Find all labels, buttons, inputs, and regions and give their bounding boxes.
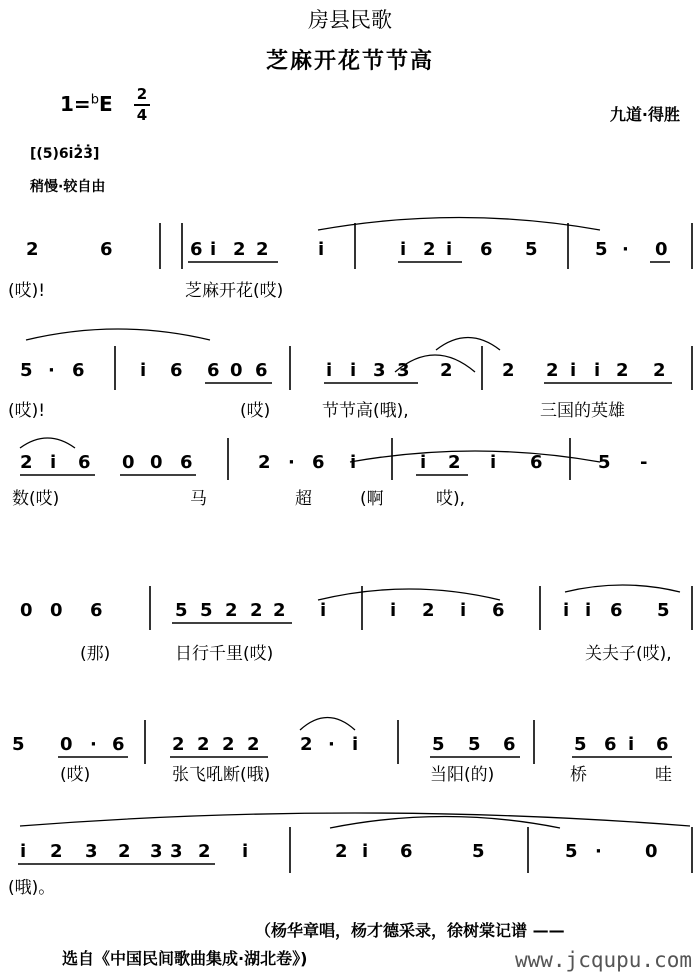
note-s1-15: 0 xyxy=(655,239,668,260)
key-note: E xyxy=(98,92,113,116)
note-s3-1: 2 xyxy=(20,452,33,473)
author-credit: 九道·得胜 xyxy=(609,105,680,124)
note-s3-12: 2 xyxy=(448,452,461,473)
source-citation: 选自《中国民间歌曲集成·湖北卷》) xyxy=(62,949,308,968)
note-s5-10: · xyxy=(328,734,335,755)
note-s4-2: 0 xyxy=(50,600,63,621)
key-flat: b xyxy=(90,92,99,108)
note-s1-2: 6 xyxy=(100,239,113,260)
note-s5-18: 6 xyxy=(656,734,669,755)
note-s1-11: 6 xyxy=(480,239,493,260)
note-s6-15: 0 xyxy=(645,841,658,862)
note-s1-9: 2 xyxy=(423,239,436,260)
note-s2-12: 3 xyxy=(397,360,410,381)
note-s4-10: i xyxy=(390,600,397,621)
note-s3-2: i xyxy=(50,452,57,473)
note-s4-17: 5 xyxy=(657,600,670,621)
note-s2-2: · xyxy=(48,360,55,381)
slur-11 xyxy=(330,817,560,829)
note-s3-13: i xyxy=(490,452,497,473)
note-s4-13: 6 xyxy=(492,600,505,621)
note-s5-1: 5 xyxy=(12,734,25,755)
note-s4-6: 2 xyxy=(225,600,238,621)
note-s2-7: 0 xyxy=(230,360,243,381)
lyric-s4-3: 关夫子(哎), xyxy=(585,644,672,664)
lyric-s5-4: 桥 xyxy=(570,765,587,785)
note-s2-8: 6 xyxy=(255,360,268,381)
lyric-s2-1: (哎)! xyxy=(8,401,46,421)
note-s2-15: 2 xyxy=(546,360,559,381)
note-s3-5: 0 xyxy=(150,452,163,473)
note-s3-11: i xyxy=(420,452,427,473)
note-s2-3: 6 xyxy=(72,360,85,381)
note-s3-16: - xyxy=(640,452,648,473)
note-s3-6: 6 xyxy=(180,452,193,473)
lyric-s4-1: (那) xyxy=(80,644,111,664)
tempo-marking: 稍慢·较自由 xyxy=(30,179,106,195)
note-s2-5: 6 xyxy=(170,360,183,381)
note-s4-7: 2 xyxy=(250,600,263,621)
note-s4-16: 6 xyxy=(610,600,623,621)
note-s6-1: i xyxy=(20,841,27,862)
note-s3-7: 2 xyxy=(258,452,271,473)
note-s1-8: i xyxy=(400,239,407,260)
note-s1-6: 2 xyxy=(256,239,269,260)
note-s2-1: 5 xyxy=(20,360,33,381)
note-s5-3: · xyxy=(90,734,97,755)
note-s4-8: 2 xyxy=(273,600,286,621)
note-s6-10: i xyxy=(362,841,369,862)
slur-7 xyxy=(318,589,500,600)
note-s4-3: 6 xyxy=(90,600,103,621)
note-s3-8: · xyxy=(288,452,295,473)
lyric-s5-3: 当阳(的) xyxy=(430,765,495,785)
note-s2-19: 2 xyxy=(653,360,666,381)
lyric-s3-1: 数(哎) xyxy=(12,489,60,509)
intro-phrase: [(5)6i2̇3̇] xyxy=(30,146,100,162)
note-s3-14: 6 xyxy=(530,452,543,473)
note-s5-4: 6 xyxy=(112,734,125,755)
lyric-s4-2: 日行千里(哎) xyxy=(175,644,274,664)
note-s6-11: 6 xyxy=(400,841,413,862)
note-s4-1: 0 xyxy=(20,600,33,621)
slur-6 xyxy=(350,451,600,462)
lyric-s2-3: 节节高(哦), xyxy=(322,401,409,421)
note-s4-11: 2 xyxy=(422,600,435,621)
note-s5-13: 5 xyxy=(468,734,481,755)
note-s4-12: i xyxy=(460,600,467,621)
time-top: 2 xyxy=(136,85,148,103)
note-s5-6: 2 xyxy=(197,734,210,755)
note-s1-1: 2 xyxy=(26,239,39,260)
note-s2-18: 2 xyxy=(616,360,629,381)
lyric-s3-3: 超 xyxy=(295,489,312,509)
slur-8 xyxy=(565,585,680,592)
note-s5-12: 5 xyxy=(432,734,445,755)
slur-2 xyxy=(26,329,210,340)
note-s6-6: 3 xyxy=(170,841,183,862)
note-s5-16: 6 xyxy=(604,734,617,755)
note-s1-13: 5 xyxy=(595,239,608,260)
note-s4-9: i xyxy=(320,600,327,621)
note-s4-15: i xyxy=(585,600,592,621)
note-s6-2: 2 xyxy=(50,841,63,862)
note-s3-3: 6 xyxy=(78,452,91,473)
note-s2-4: i xyxy=(140,360,147,381)
note-s2-10: i xyxy=(350,360,357,381)
lyric-s6-1: (哦)。 xyxy=(8,878,56,898)
note-s3-4: 0 xyxy=(122,452,135,473)
note-s6-5: 3 xyxy=(150,841,163,862)
note-s1-3: 6 xyxy=(190,239,203,260)
slur-4 xyxy=(436,338,500,351)
note-s1-14: · xyxy=(622,239,629,260)
watermark: www.jcqupu.com xyxy=(514,948,692,972)
lyric-s3-2: 马 xyxy=(190,489,207,509)
note-s5-7: 2 xyxy=(222,734,235,755)
note-s6-8: i xyxy=(242,841,249,862)
lyric-s5-1: (哎) xyxy=(60,765,91,785)
slur-1 xyxy=(318,218,600,231)
time-bottom: 4 xyxy=(136,106,148,124)
song-title: 芝麻开花节节高 xyxy=(265,49,434,74)
lyric-s2-2: (哎) xyxy=(240,401,271,421)
note-s6-12: 5 xyxy=(472,841,485,862)
note-s1-4: i xyxy=(210,239,217,260)
note-s5-5: 2 xyxy=(172,734,185,755)
note-s1-10: i xyxy=(446,239,453,260)
note-s1-5: 2 xyxy=(233,239,246,260)
note-s5-9: 2 xyxy=(300,734,313,755)
note-s2-13: 2 xyxy=(440,360,453,381)
lyric-s3-5: 哎), xyxy=(436,489,466,509)
note-s6-7: 2 xyxy=(198,841,211,862)
note-s5-17: i xyxy=(628,734,635,755)
slur-9 xyxy=(300,718,355,731)
note-s6-13: 5 xyxy=(565,841,578,862)
note-s2-14: 2 xyxy=(502,360,515,381)
note-s6-14: · xyxy=(595,841,602,862)
note-s5-14: 6 xyxy=(503,734,516,755)
note-s6-4: 2 xyxy=(118,841,131,862)
note-s2-11: 3 xyxy=(373,360,386,381)
performer-credits: （杨华章唱，杨才德采录，徐树棠记谱 —— xyxy=(255,921,565,940)
note-s2-17: i xyxy=(594,360,601,381)
note-s4-5: 5 xyxy=(200,600,213,621)
lyric-s1-1: (哎)! xyxy=(8,281,46,301)
note-s5-8: 2 xyxy=(247,734,260,755)
slur-5 xyxy=(20,438,75,448)
note-s6-3: 3 xyxy=(85,841,98,862)
note-s5-2: 0 xyxy=(60,734,73,755)
lyric-s1-2: 芝麻开花(哎) xyxy=(185,281,284,301)
note-s5-15: 5 xyxy=(574,734,587,755)
lyric-s3-4: (啊 xyxy=(360,489,384,509)
lyric-s2-4: 三国的英雄 xyxy=(540,401,625,421)
note-s2-16: i xyxy=(570,360,577,381)
note-s4-4: 5 xyxy=(175,600,188,621)
note-s1-12: 5 xyxy=(525,239,538,260)
song-category: 房县民歌 xyxy=(308,8,392,32)
note-s5-11: i xyxy=(352,734,359,755)
note-s3-9: 6 xyxy=(312,452,325,473)
lyric-s5-5: 哇 xyxy=(655,765,672,785)
key-prefix: 1= xyxy=(60,92,91,116)
lyric-s5-2: 张飞吼断(哦) xyxy=(172,765,271,785)
note-s2-6: 6 xyxy=(207,360,220,381)
note-s4-14: i xyxy=(563,600,570,621)
note-s6-9: 2 xyxy=(335,841,348,862)
note-s3-10: i xyxy=(350,452,357,473)
note-s2-9: i xyxy=(326,360,333,381)
note-s3-15: 5 xyxy=(598,452,611,473)
note-s1-7: i xyxy=(318,239,325,260)
